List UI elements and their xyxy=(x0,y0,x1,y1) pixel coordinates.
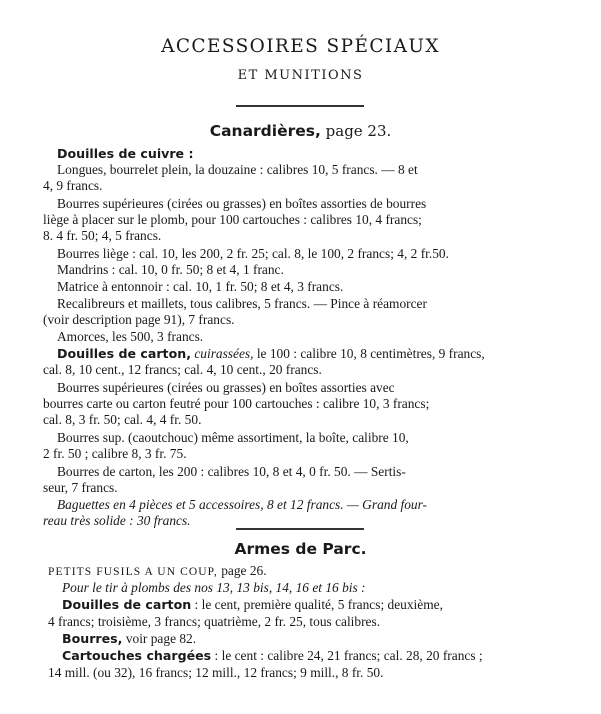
smallcaps-run: PETITS FUSILS A UN COUP, xyxy=(48,566,218,578)
text-line: Amorces, les 500, 3 francs. xyxy=(57,329,204,344)
text-line: Recalibreurs et maillets, tous calibres, 5 francs. — Pince à réamorcer xyxy=(57,296,427,311)
text-run: page 26. xyxy=(217,563,267,578)
bold-run: Bourres, xyxy=(62,631,123,646)
page-title: ACCESSOIRES SPÉCIAUX xyxy=(161,36,440,57)
text-line: 8. 4 fr. 50; 4, 5 francs. xyxy=(43,228,162,243)
text-line: seur, 7 francs. xyxy=(43,480,118,495)
text-run: : le cent, première qualité, 5 francs; deuxième, xyxy=(191,597,443,612)
bold-run: Douilles de cuivre : xyxy=(57,146,194,161)
bold-run: Douilles de carton xyxy=(62,597,192,612)
text-line xyxy=(62,597,443,613)
text-line: Bourres supérieures (cirées ou grasses) en boîtes assorties avec xyxy=(57,380,395,395)
section-heading-bold: Armes de Parc. xyxy=(234,540,367,558)
bold-run: Cartouches chargées xyxy=(62,648,212,663)
page-subtitle: ET MUNITIONS xyxy=(237,68,364,83)
section-heading-rest: page 23. xyxy=(320,122,392,140)
bold-run: Douilles de carton, xyxy=(57,346,191,361)
text-line xyxy=(57,497,427,513)
text-line: bourres carte ou carton feutré pour 100 cartouches : calibre 10, 3 francs; xyxy=(43,396,430,411)
text-line: 14 mill. (ou 32), 16 francs; 12 mill., 12 francs; 9 mill., 8 fr. 50. xyxy=(48,665,384,680)
italic-run: cuirassées, xyxy=(190,346,254,361)
text-line: Longues, bourrelet plein, la douzaine : calibres 10, 5 francs. — 8 et xyxy=(57,162,418,177)
text-line xyxy=(43,513,191,529)
text-line xyxy=(62,580,366,596)
text-line: (voir description page 91), 7 francs. xyxy=(43,312,235,327)
italic-run: Baguettes en 4 pièces et 5 accessoires, 8 et 12 francs. — Grand four- xyxy=(57,497,428,512)
italic-run: reau très solide : 30 francs. xyxy=(43,513,191,528)
text-line: cal. 8, 10 cent., 12 francs; cal. 4, 10 cent., 20 francs. xyxy=(43,362,322,377)
divider-middle xyxy=(236,528,364,530)
text-line: 4, 9 francs. xyxy=(43,178,103,193)
italic-run: Pour le tir à plombs des nos 13, 13 bis, 14, 16 et 16 bis : xyxy=(62,580,366,595)
text-run: le 100 : calibre 10, 8 centimètres, 9 francs, xyxy=(253,346,485,361)
text-line: 2 fr. 50 ; calibre 8, 3 fr. 75. xyxy=(43,446,187,461)
text-line: Bourres sup. (caoutchouc) même assortiment, la boîte, calibre 10, xyxy=(57,430,409,445)
text-line: Matrice à entonnoir : cal. 10, 1 fr. 50; 8 et 4, 3 francs. xyxy=(57,279,344,294)
text-line: Bourres liège : cal. 10, les 200, 2 fr. 25; cal. 8, le 100, 2 francs; 4, 2 fr.50. xyxy=(57,246,449,261)
text-line: liège à placer sur le plomb, pour 100 cartouches : calibres 10, 4 francs; xyxy=(43,212,422,227)
text-run: voir page 82. xyxy=(122,631,197,646)
section-heading-bold: Canardières, xyxy=(209,122,321,140)
text-line: Bourres supérieures (cirées ou grasses) en boîtes assorties de bourres xyxy=(57,196,427,211)
section-heading-armes-de-parc xyxy=(0,540,601,558)
text-line: Bourres de carton, les 200 : calibres 10, 8 et 4, 0 fr. 50. — Sertis- xyxy=(57,464,406,479)
text-line xyxy=(57,346,485,362)
section-heading-canardieres xyxy=(0,122,601,140)
text-run: : le cent : calibre 24, 21 francs; cal. 28, 20 francs ; xyxy=(211,648,483,663)
text-line xyxy=(48,563,267,580)
text-line xyxy=(62,631,196,647)
divider-top xyxy=(236,105,364,107)
text-line: 4 francs; troisième, 3 francs; quatrième, 2 fr. 25, tous calibres. xyxy=(48,614,381,629)
text-line: Mandrins : cal. 10, 0 fr. 50; 8 et 4, 1 franc. xyxy=(57,262,284,277)
text-line: cal. 8, 3 fr. 50; cal. 4, 4 fr. 50. xyxy=(43,412,202,427)
text-line xyxy=(57,146,194,162)
text-line xyxy=(62,648,483,664)
